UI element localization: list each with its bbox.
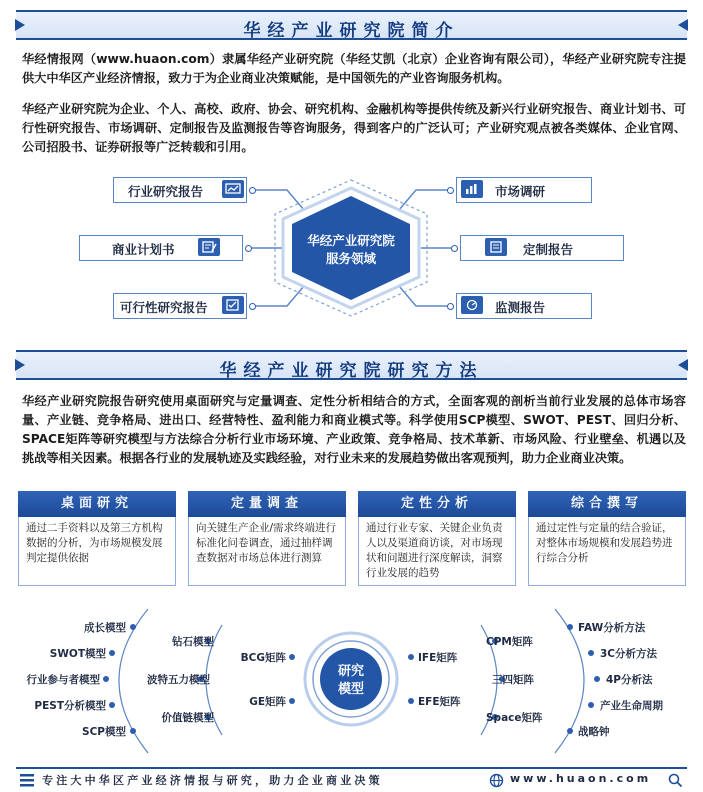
connector-line: [253, 190, 304, 210]
service-monitoring-report[interactable]: [456, 293, 592, 319]
model-label: 行业参与者模型: [26, 674, 100, 686]
method-card-title: 桌面研究: [18, 491, 176, 517]
model-label: 4P分析法: [606, 674, 653, 686]
monitor-chart-icon: [222, 180, 244, 198]
footer-slogan: 专注大中华区产业经济情报与研究，助力企业商业决策: [42, 774, 383, 787]
model-label: 产业生命周期: [600, 700, 663, 712]
method-card-title: 综合撰写: [528, 491, 686, 517]
models-center-line-1: 研究: [337, 664, 365, 679]
connector-dot: [249, 187, 256, 194]
services-center-line-2: 服务领域: [325, 251, 377, 266]
model-label: 3C分析方法: [600, 648, 658, 660]
model-label: 波特五力模型: [147, 674, 210, 686]
service-industry-report[interactable]: [113, 177, 247, 203]
connector-dot: [447, 303, 454, 310]
service-label: 可行性研究报告: [120, 300, 208, 315]
model-label: Space矩阵: [486, 712, 543, 724]
methods-banner: [16, 350, 687, 380]
methods-paragraph: 华经产业研究院报告研究使用桌面研究与定量调查、定性分析相结合的方式，全面客观的剖析当前行业发展的总体市场容量、产业链、竞争格局、进出口、经营特性、盈利能力和商业模式等。科学使用SCP模型、SWOT、PEST、回归分析、SPACE矩阵等研究模型与方法综合分析行业市场环境、产业政策、竞争格局、技术革新、市场风险、行业壁垒、机遇以及挑战等相关因素。根据各行业的发展轨迹及实践经验，对行业未来的发展趋势做出客观预判，助力企业商业决策。: [22, 394, 686, 465]
service-business-plan[interactable]: [79, 235, 243, 261]
model-label: IFE矩阵: [418, 652, 458, 664]
service-label: 定制报告: [523, 242, 574, 257]
connector-dot: [451, 245, 458, 252]
method-card-title: 定量调查: [188, 491, 346, 517]
method-card-text: 向关键生产企业/需求终端进行标准化问卷调查，通过抽样调查数据对市场总体进行测算: [188, 517, 346, 586]
method-card-synthesis: [528, 491, 686, 586]
model-label: PEST分析模型: [34, 700, 106, 712]
search-icon[interactable]: [668, 773, 683, 788]
monitor-gauge-icon: [461, 296, 483, 314]
model-label: 三四矩阵: [492, 674, 534, 686]
report-check-icon: [222, 296, 244, 314]
intro-paragraph-2: 华经产业研究院为企业、个人、高校、政府、协会、研究机构、金融机构等提供传统及新兴行业研究报告、商业计划书、可行性研究报告、市场调研、定制报告及监测报告等咨询服务，得到客户的广泛认可；产业研究观点被各类媒体、企业官网、公司招股书、证券研报等广泛转载和引用。: [22, 102, 686, 154]
model-label: SCP模型: [82, 726, 126, 738]
models-center-line-2: 模型: [337, 682, 365, 697]
method-card-text: 通过行业专家、关键企业负责人以及渠道商访谈，对市场现状和问题进行深度解读，洞察行业发展的趋势: [358, 517, 516, 586]
services-center-line-1: 华经产业研究院: [307, 233, 395, 248]
model-label: CPM矩阵: [486, 636, 533, 648]
models-center-circle: [320, 648, 382, 710]
model-label: 战略钟: [578, 726, 610, 738]
service-feasibility-report[interactable]: [113, 293, 247, 319]
service-label: 市场调研: [495, 184, 546, 199]
service-label: 行业研究报告: [128, 184, 204, 199]
list-bars-icon: [20, 773, 36, 787]
method-card-text: 通过定性与定量的结合验证，对整体市场规模和发展趋势进行综合分析: [528, 517, 686, 586]
model-label: GE矩阵: [249, 696, 286, 708]
intro-paragraph-1: 华经情报网（www.huaon.com）隶属华经产业研究院（华经艾凯（北京）企业咨询有限公司），华经产业研究院专注提供大中华区产业经济情报，致力于为企业商业决策赋能，是中国领先的产业咨询服务机构。: [22, 52, 686, 85]
service-label: 监测报告: [495, 300, 546, 315]
intro-banner: [16, 10, 687, 40]
connector-line: [253, 286, 304, 306]
footer-website-link[interactable]: www.huaon.com: [510, 772, 652, 785]
document-pen-icon: [198, 238, 220, 256]
model-label: SWOT模型: [49, 648, 106, 660]
service-market-research[interactable]: [456, 177, 592, 203]
globe-icon: [489, 773, 504, 788]
clipboard-icon: [485, 238, 507, 256]
model-label: 成长模型: [84, 622, 126, 634]
model-label: BCG矩阵: [240, 652, 286, 664]
connector-line: [399, 190, 450, 210]
intro-title: 华经产业研究院简介: [243, 21, 460, 41]
method-card-text: 通过二手资料以及第三方机构数据的分析，为市场规模发展判定提供依据: [18, 517, 176, 586]
method-card-title: 定性分析: [358, 491, 516, 517]
connector-dot: [245, 245, 252, 252]
method-card-qualitative: [358, 491, 516, 586]
methods-title: 华经产业研究院研究方法: [219, 361, 484, 381]
model-label: EFE矩阵: [418, 696, 461, 708]
connector-dot: [249, 303, 256, 310]
connector-dot: [447, 187, 454, 194]
method-card-desk-research: [18, 491, 176, 586]
model-label: 价值链模型: [161, 712, 214, 724]
model-label: FAW分析方法: [578, 622, 646, 634]
method-card-quantitative: [188, 491, 346, 586]
model-label: 钻石模型: [172, 636, 214, 648]
service-custom-report[interactable]: [460, 235, 624, 261]
bar-chart-icon: [461, 180, 483, 198]
footer: [16, 767, 687, 789]
connector-line: [399, 286, 450, 306]
service-label: 商业计划书: [112, 242, 175, 257]
